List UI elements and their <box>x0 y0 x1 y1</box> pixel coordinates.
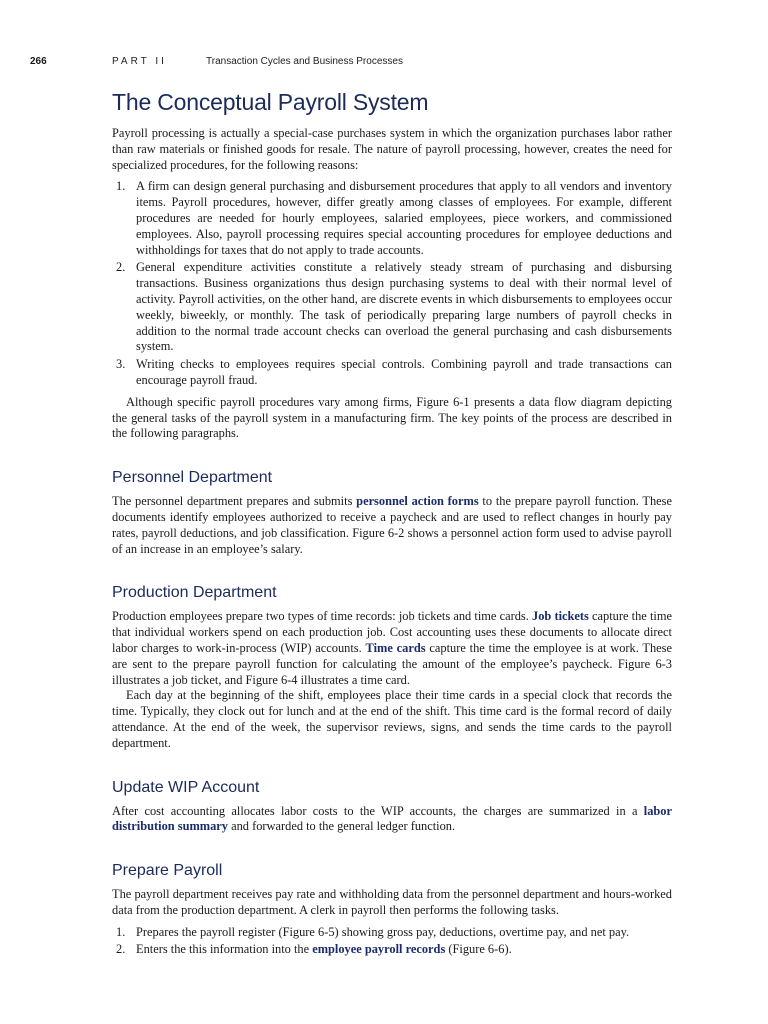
production-heading: Production Department <box>112 584 277 602</box>
list-item <box>112 925 672 941</box>
page-content <box>112 88 672 960</box>
term-job-tickets: Job tickets <box>532 609 589 624</box>
term-employee-payroll-records: employee payroll records <box>312 942 446 957</box>
personnel-heading: Personnel Department <box>112 469 273 487</box>
page-number: 266 <box>30 56 47 67</box>
list-text: Writing checks to employees requires special controls. Combining payroll and trade transactions can encourage payroll fraud. <box>136 357 672 387</box>
list-item <box>112 179 672 258</box>
intro-paragraph: Payroll processing is actually a special-case purchases system in which the organization purchases labor rather than raw materials or finished goods for resale. The nature of payroll processing, however, creates the need for specialized procedures, for the following reasons: <box>112 126 672 172</box>
text-run: Enters the this information into the <box>136 942 313 957</box>
list-item <box>112 357 672 389</box>
part-label: PART II <box>112 56 167 67</box>
list-number: 1. <box>116 924 126 939</box>
list-text: Prepares the payroll register (Figure 6-5) showing gross pay, deductions, overtime pay, and net pay. <box>136 924 630 939</box>
list-item <box>112 942 672 958</box>
list-text <box>136 942 512 956</box>
payroll-heading: Prepare Payroll <box>112 862 223 880</box>
list-text: General expenditure activities constitute a relatively steady stream of purchasing and disbursing transactions. Business organizations thus design purchasing systems to deal with their normal level of activity. Payroll activities, on the other hand, are discrete events in which disbursements to employees occur weekly, biweekly, or monthly. The task of periodically preparing large numbers of payroll checks in addition to the normal trade account checks can overload the general purchasing and cash disbursements system. <box>136 260 672 354</box>
text-run: capture the time that individual workers spend on each production job. Cost accounting uses these documents to allocate direct labor charges to work-in-process (WIP) accounts. <box>112 609 672 655</box>
term-personnel-action-forms: personnel action forms <box>356 494 479 509</box>
text-run: capture the time the employee is at work. These are sent to the prepare payroll function for calculating the amount of the employee’s paycheck. Figure 6-3 illustrates a job ticket, and Figure 6-4 illustrates a time card. <box>112 640 672 687</box>
list-text: A firm can design general purchasing and disbursement procedures that apply to all vendors and inventory items. Payroll procedures, however, differ greatly among classes of employees. For example, different procedures are needed for hourly employees, salaried employees, piece workers, and commissioned employees. Also, payroll processing requires special accounting procedures for employee deductions and withholdings for taxes that do not apply to trade accounts. <box>136 179 672 257</box>
payroll-tasks-list <box>112 925 672 959</box>
list-number: 3. <box>116 357 126 372</box>
reasons-list <box>112 179 672 388</box>
summary-paragraph: Although specific payroll procedures vary among firms, Figure 6-1 presents a data flow diagram depicting the general tasks of the payroll system in a manufacturing firm. The key points of the process are described in the following paragraphs. <box>112 394 672 441</box>
section-title: The Conceptual Payroll System <box>112 89 429 115</box>
production-paragraph-2: Each day at the beginning of the shift, employees place their time cards in a special clock that records the time. Typically, they clock out for lunch and at the end of the shift. This time card is the formal record of daily attendance. At the end of the week, the supervisor reviews, signs, and sends the time cards to the payroll department. <box>112 688 672 750</box>
list-number: 1. <box>116 179 126 194</box>
list-number: 2. <box>116 260 126 275</box>
text-run: The personnel department prepares and submits <box>112 494 357 509</box>
text-run: After cost accounting allocates labor costs to the WIP accounts, the charges are summarized in a <box>112 803 644 818</box>
list-item <box>112 260 672 355</box>
list-number: 2. <box>116 942 126 957</box>
text-run: and forwarded to the general ledger function. <box>228 819 456 834</box>
text-run: Production employees prepare two types of time records: job tickets and time cards. <box>112 609 532 624</box>
payroll-paragraph: The payroll department receives pay rate and withholding data from the personnel department and hours-worked data from the production department. A clerk in payroll then performs the following tasks. <box>112 887 672 917</box>
text-run: to the prepare payroll function. These documents identify employees authorized to receive a paycheck and are used to reflect changes in hourly pay rates, payroll deductions, and job classification. Figure 6-2 shows a personnel action form used to advise payroll of an increase in an employee’s salary. <box>112 494 672 556</box>
personnel-paragraph <box>112 494 672 557</box>
production-paragraph-1 <box>112 609 672 688</box>
term-time-cards: Time cards <box>365 640 426 655</box>
text-run: (Figure 6-6). <box>445 942 512 957</box>
wip-paragraph <box>112 804 672 836</box>
part-title: Transaction Cycles and Business Processes <box>206 56 403 67</box>
term-labor-distribution-summary: labor distribution summary <box>112 803 672 834</box>
wip-heading: Update WIP Account <box>112 778 260 796</box>
